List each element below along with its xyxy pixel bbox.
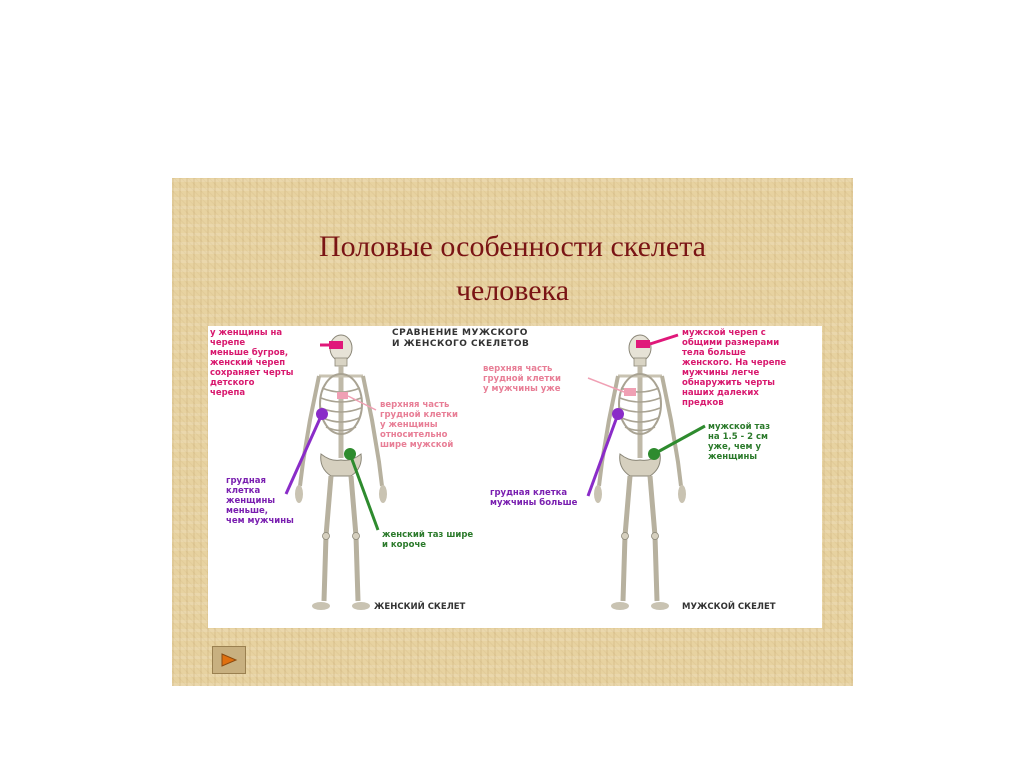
comparison-heading: СРАВНЕНИЕ МУЖСКОГО И ЖЕНСКОГО СКЕЛЕТОВ [392,328,530,349]
male-skull-note: мужской череп с общими размерами тела больше женского. На черепе мужчины легче обнаружить черты наших далеких предков [682,328,787,408]
slide-title-line1: Половые особенности скелета [319,230,706,263]
play-arrow-icon [219,652,239,668]
female-pelvis-note: женский таз шире и короче [382,530,474,550]
female-skull-note: у женщины на черепе меньше бугров, женский череп сохраняет черты детского черепа [210,328,294,398]
male-skeleton-caption: МУЖСКОЙ СКЕЛЕТ [682,602,776,612]
female-skeleton-caption: ЖЕНСКИЙ СКЕЛЕТ [374,602,466,612]
female-chest-top-note: верхняя часть грудной клетки у женщины относительно шире мужской [380,400,458,450]
male-chest-top-note: верхняя часть грудной клетки у мужчины уже [483,364,561,394]
skeleton-comparison-figure [208,326,822,628]
slide [172,178,853,686]
slide-title-line2: человека [455,274,570,307]
female-chest-note: грудная клетка женщины меньше, чем мужчины [226,476,294,526]
male-pelvis-note: мужской таз на 1.5 - 2 см уже, чем у женщины [708,422,771,462]
slide-title [172,225,853,313]
next-slide-button[interactable] [212,646,246,674]
male-chest-note: грудная клетка мужчины больше [490,488,578,508]
